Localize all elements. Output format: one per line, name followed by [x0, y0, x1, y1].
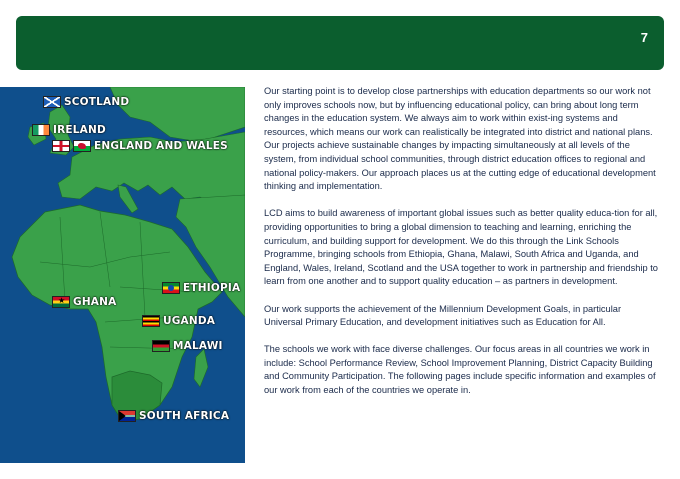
- label-uganda: [142, 315, 215, 327]
- country-name: UGANDA: [163, 315, 216, 327]
- paragraph-approach: Our starting point is to develop close partnerships with education departments so our work not only improves schools now, but by influencing educational policy, can bring about long term changes in the education system. We always aim to work within exist-ing systems and resources, which means our work can realistically be integrated into district and national plans. Our projects achieve sustainable changes by impacting simultaneously at all levels of the system, from individual school communities, through district education offices to regional and national policy-makers. Our approach places us at the cutting edge of educational development thinking and implementation.: [264, 86, 656, 192]
- malawi-flag-icon: [152, 340, 170, 352]
- label-south-africa: [118, 410, 229, 422]
- country-name: ENGLAND AND WALES: [94, 140, 228, 152]
- body-text-column: [264, 85, 662, 411]
- paragraph-global-awareness: LCD aims to build awareness of important global issues such as better quality educa-tion for all, providing opportunities to bring a global dimension to teaching and learning, enriching the curriculum, and building support for development. We do this through the Link Schools Programme, bringing schools from Ethiopia, Ghana, Malawi, South Africa and Uganda, and England, Wales, Ireland, Scotland and the USA together to work in partnership and friendship to learn from one another and to support quality education – as partners in development.: [264, 208, 658, 287]
- uganda-flag-icon: [142, 315, 160, 327]
- south-africa-flag-icon: [118, 410, 136, 422]
- wales-flag-icon: [73, 140, 91, 152]
- paragraph-challenges: The schools we work with face diverse challenges. Our focus areas in all countries we work in include: School Performance Review, School Improvement Planning, District Capacity Building and Community Participation. The following pages include specific information and examples of our work from each of the countries we operate in.: [264, 344, 656, 396]
- country-name: MALAWI: [173, 340, 223, 352]
- paragraph-mdg: Our work supports the achievement of the Millennium Development Goals, in particular Universal Primary Education, and development initiatives such as Education for All.: [264, 303, 622, 328]
- land-madagascar: [194, 349, 208, 387]
- label-scotland: [43, 96, 129, 108]
- ireland-flag-icon: [32, 124, 50, 136]
- label-ireland: [32, 124, 106, 136]
- country-name: GHANA: [73, 296, 117, 308]
- country-name: IRELAND: [53, 124, 106, 136]
- label-ghana: [52, 296, 116, 308]
- page-number: 7: [640, 30, 648, 45]
- land-scandinavia: [110, 87, 245, 142]
- country-name: ETHIOPIA: [183, 282, 241, 294]
- scotland-flag-icon: [43, 96, 61, 108]
- england-flag-icon: [52, 140, 70, 152]
- label-england-and-wales: [52, 140, 228, 152]
- map-europe-africa: [0, 87, 245, 463]
- country-name: SOUTH AFRICA: [139, 410, 230, 422]
- ethiopia-flag-icon: [162, 282, 180, 294]
- ghana-flag-icon: [52, 296, 70, 308]
- label-ethiopia: [162, 282, 240, 294]
- page-header-bar: [16, 16, 664, 70]
- label-malawi: [152, 340, 223, 352]
- country-name: SCOTLAND: [64, 96, 130, 108]
